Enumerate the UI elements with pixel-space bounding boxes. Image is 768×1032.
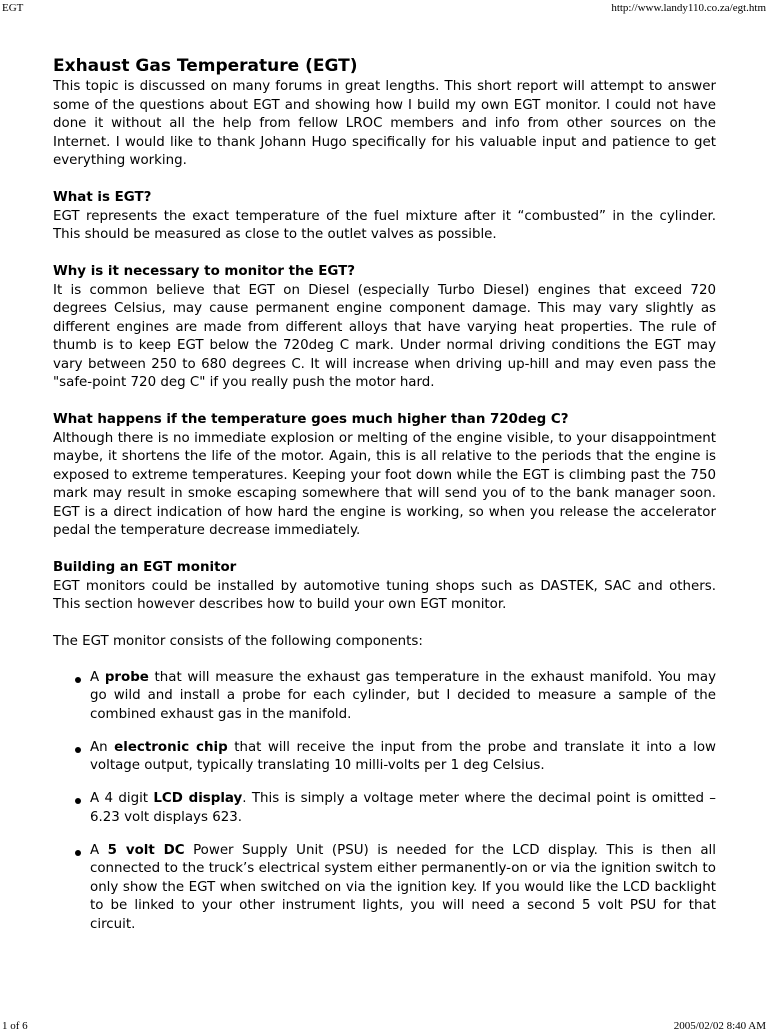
section-body-why-monitor: It is common believe that EGT on Diesel (especially Turbo Diesel) engines that exceed 720 degrees Celsius, may cause permanent engine component damage. This may vary slightly as different engines are made from different alloys that have varying heat properties. The rule of thumb is to keep EGT below the 720deg C mark. Under normal driving conditions the EGT may vary between 250 to 680 degrees C. It will increase when driving up-hill and may even pass the "safe-point 720 deg C" if you really push the motor hard. [53,282,716,390]
component-name: LCD display [153,791,243,806]
section-heading-what-is-egt: What is EGT? [53,190,152,205]
article [53,55,716,949]
section-heading-building-monitor: Building an EGT monitor [53,560,237,575]
list-item: An electronic chip that will receive the input from the probe and translate it into a low voltage output, typically translating 10 milli-volts per 1 deg Celsius. [53,739,716,776]
section-body-what-is-egt: EGT represents the exact temperature of the fuel mixture after it “combusted” in the cylinder. This should be measured as close to the outlet valves as possible. [53,208,716,242]
list-item: A probe that will measure the exhaust gas temperature in the exhaust manifold. You may go wild and install a probe for each cylinder, but I decided to measure a sample of the combined exhaust gas in the manifold. [53,669,716,725]
print-timestamp: 2005/02/02 8:40 AM [673,1020,766,1032]
components-list [53,669,716,935]
section-body-building-monitor: EGT monitors could be installed by automotive tuning shops such as DASTEK, SAC and others. This section however describes how to build your own EGT monitor. [53,578,716,612]
components-intro: The EGT monitor consists of the following components: [53,634,423,649]
bullet-icon [75,677,81,683]
list-item: A 5 volt DC Power Supply Unit (PSU) is needed for the LCD display. This is then all connected to the truck’s electrical system either permanently-on or via the ignition switch to only show the EGT when switched on via the ignition key. If you would like the LCD backlight to be linked to your other instrument lights, you will need a second 5 volt PSU for that circuit. [53,842,716,935]
page-number: 1 of 6 [2,1020,28,1032]
component-name: 5 volt DC [107,842,185,858]
component-name: probe [104,669,149,685]
component-name: electronic chip [114,739,228,755]
page-title: Exhaust Gas Temperature (EGT) [53,56,358,76]
print-header-title: EGT [2,2,24,14]
section-heading-why-monitor: Why is it necessary to monitor the EGT? [53,264,356,279]
list-item: A 4 digit LCD display. This is simply a voltage meter where the decimal point is omitted – 6.23 volt displays 623. [53,790,716,827]
section-heading-higher-than-720: What happens if the temperature goes much higher than 720deg C? [53,412,569,427]
section-body-higher-than-720: Although there is no immediate explosion or melting of the engine visible, to your disappointment maybe, it shortens the life of the motor. Again, this is all relative to the periods that the engine is exposed to extreme temperatures. Keeping your foot down while the EGT is climbing past the 750 mark may result in smoke escaping somewhere that will send you of to the bank manager soon. EGT is a direct indication of how hard the engine is working, so when you release the accelerator pedal the temperature decrease immediately. [53,430,716,538]
bullet-icon [75,850,81,856]
intro-paragraph: This topic is discussed on many forums in great lengths. This short report will attempt to answer some of the questions about EGT and showing how I build my own EGT monitor. I could not have done it without all the help from fellow LROC members and info from other sources on the Internet. I would like to thank Johann Hugo specifically for his valuable input and patience to get everything working. [53,79,716,168]
bullet-icon [75,798,81,804]
bullet-icon [75,747,81,753]
print-header-url[interactable]: http://www.landy110.co.za/egt.htm [611,2,766,14]
